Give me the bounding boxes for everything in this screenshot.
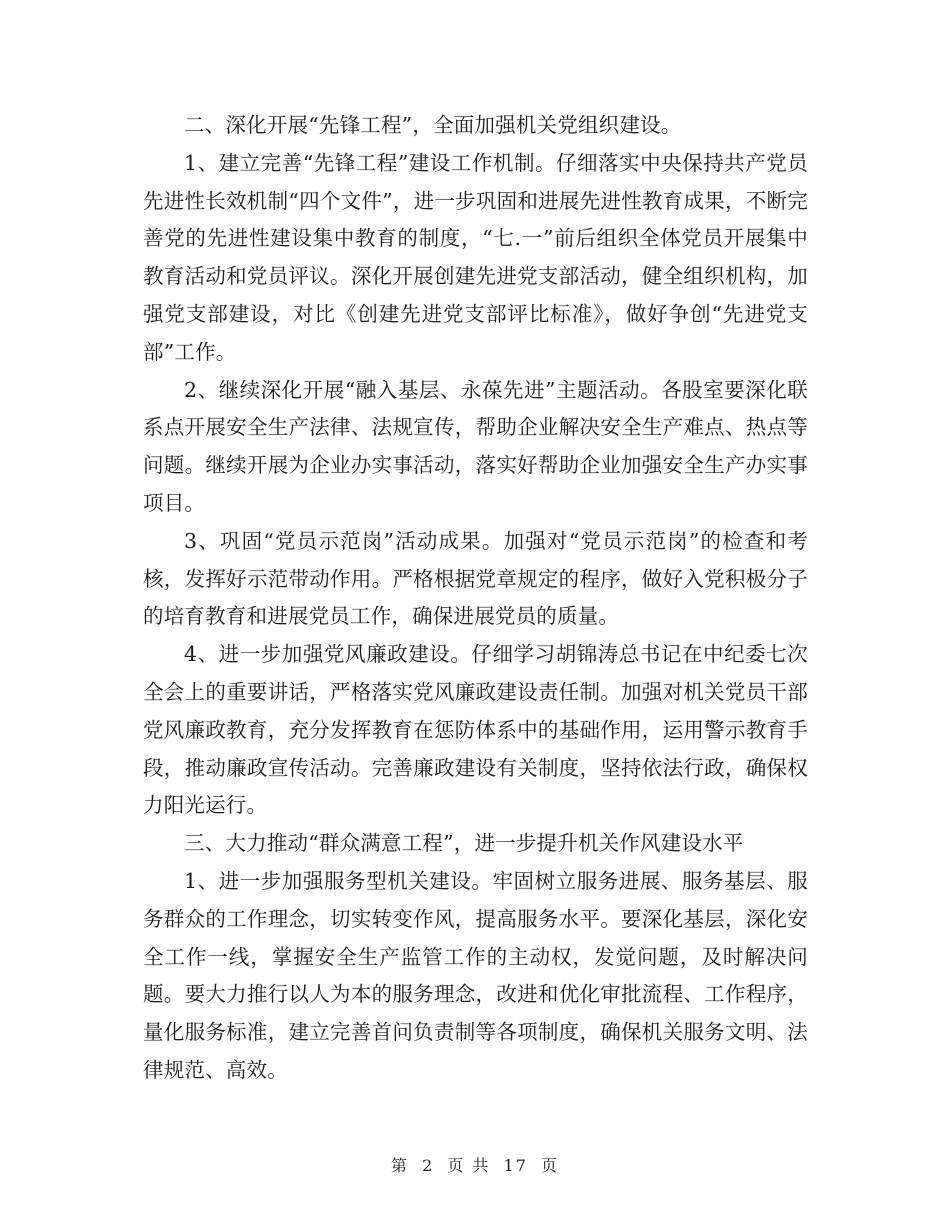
footer-middle: 页 共 bbox=[447, 1156, 491, 1175]
paragraph-item-5: 1、进一步加强服务型机关建设。牢固树立服务进展、服务基层、服务群众的工作理念，切实转变作风，提高服务水平。要深化基层，深化安全工作一线，掌握安全生产监管工作的主动权，发觉问题，及时解决问题。要大力推行以人为本的服务理念，改进和优化审批流程、工作程序，量化服务标准，建立完善首问负责制等各项制度，确保机关服务文明、法律规范、高效。 bbox=[143, 868, 808, 1082]
footer-suffix: 页 bbox=[541, 1156, 560, 1175]
page-footer bbox=[0, 1153, 950, 1176]
paragraph-item-2: 2、继续深化开展“融入基层、永葆先进”主题活动。各股室要深化联系点开展安全生产法律、法规宣传，帮助企业解决安全生产难点、热点等问题。继续开展为企业办实事活动，落实好帮助企业加强安全生产办实事项目。 bbox=[143, 377, 808, 515]
section-heading-2: 二、深化开展“先锋工程”，全面加强机关党组织建设。 bbox=[184, 113, 682, 137]
paragraph-item-4: 4、进一步加强党风廉政建设。仔细学习胡锦涛总书记在中纪委七次全会上的重要讲话，严格落实党风廉政建设责任制。加强对机关党员干部党风廉政教育，充分发挥教育在惩防体系中的基础作用，运用警示教育手段，推动廉政宣传活动。完善廉政建设有关制度，坚持依法行政，确保权力阳光运行。 bbox=[143, 642, 808, 818]
paragraph-item-3: 3、巩固“党员示范岗”活动成果。加强对“党员示范岗”的检查和考核，发挥好示范带动作用。严格根据党章规定的程序，做好入党积极分子的培育教育和进展党员工作，确保进展党员的质量。 bbox=[143, 528, 808, 629]
footer-prefix: 第 bbox=[390, 1156, 409, 1175]
footer-total-pages: 17 bbox=[503, 1156, 528, 1175]
document-body bbox=[143, 107, 808, 1090]
section-heading-3: 三、大力推动“群众满意工程”，进一步提升机关作风建设水平 bbox=[184, 831, 744, 856]
footer-current-page: 2 bbox=[422, 1156, 435, 1175]
paragraph-item-1: 1、建立完善“先锋工程”建设工作机制。仔细落实中央保持共产党员先进性长效机制“四个文件”，进一步巩固和进展先进性教育成果，不断完善党的先进性建设集中教育的制度，“七.一”前后组织全体党员开展集中教育活动和党员评议。深化开展创建先进党支部活动，健全组织机构，加强党支部建设，对比《创建先进党支部评比标准》，做好争创“先进党支部”工作。 bbox=[143, 150, 808, 364]
